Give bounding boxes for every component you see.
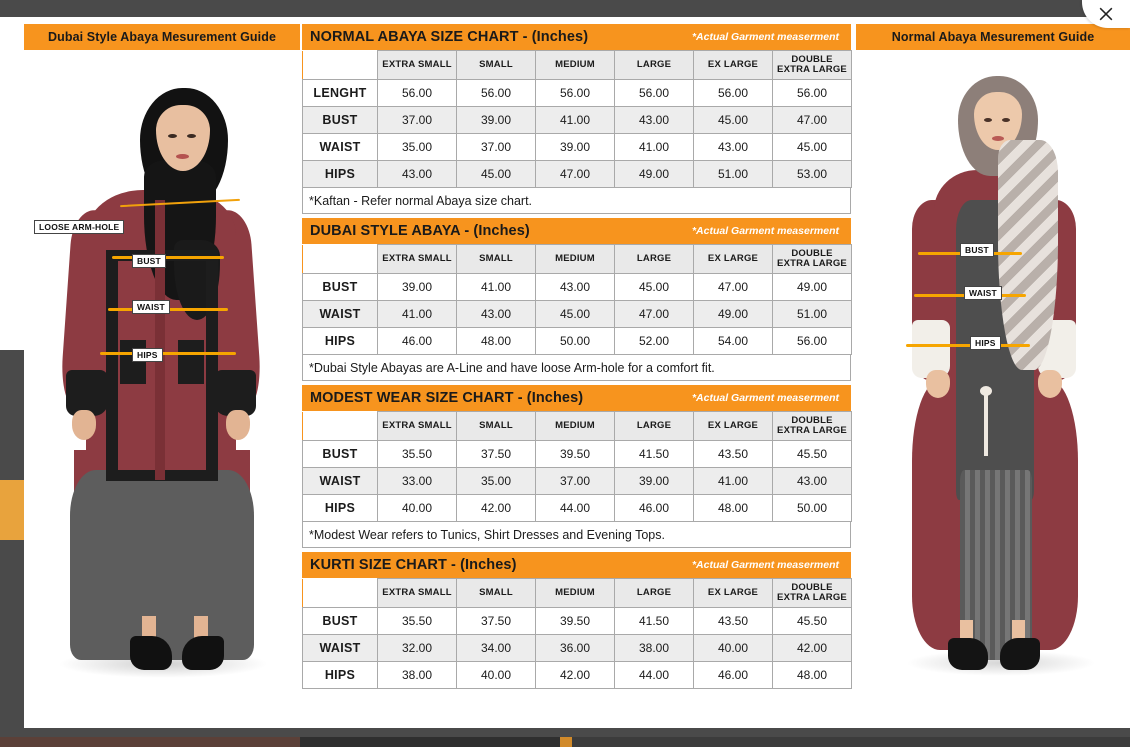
cell: 37.00: [378, 107, 457, 134]
table-header-row: [303, 51, 852, 80]
page-bottom-strip: [0, 737, 1130, 747]
row-label: WAIST: [303, 301, 378, 328]
cell: 44.00: [615, 662, 694, 689]
cell: 37.00: [457, 134, 536, 161]
callout-bust-left: BUST: [132, 254, 166, 268]
cell: 46.00: [694, 662, 773, 689]
cell: 51.00: [694, 161, 773, 188]
right-figure-tassel: [984, 390, 988, 456]
cell: 41.00: [378, 301, 457, 328]
cell: 47.00: [694, 274, 773, 301]
column-header-medium: MEDIUM: [536, 412, 615, 441]
cell: 39.00: [615, 468, 694, 495]
cell: 46.00: [615, 495, 694, 522]
size-chart-normal-abaya: [302, 24, 851, 214]
cell: 35.50: [378, 608, 457, 635]
right-figure-eye-left: [984, 118, 992, 122]
left-figure-pocket-right: [178, 340, 204, 384]
cell: 49.00: [773, 274, 852, 301]
cell: 40.00: [378, 495, 457, 522]
chart-footnote: *Kaftan - Refer normal Abaya size chart.: [302, 188, 851, 214]
table-row: [303, 80, 852, 107]
cell: 53.00: [773, 161, 852, 188]
right-figure-hand-right: [1038, 370, 1062, 398]
right-figure-eye-right: [1002, 118, 1010, 122]
right-figure-illustration: [856, 50, 1130, 710]
size-chart-dubai-style-abaya: [302, 218, 851, 381]
size-charts-container: [302, 24, 851, 693]
cell: 34.00: [457, 635, 536, 662]
size-chart-kurti: [302, 552, 851, 689]
column-header-small: SMALL: [457, 579, 536, 608]
cell: 41.50: [615, 441, 694, 468]
cell: 33.00: [378, 468, 457, 495]
callout-waist-right: WAIST: [964, 286, 1002, 300]
column-header-double-extra-large: DOUBLE EXTRA LARGE: [773, 245, 852, 274]
cell: 45.00: [536, 301, 615, 328]
column-header-ex-large: EX LARGE: [694, 579, 773, 608]
column-header-ex-large: EX LARGE: [694, 412, 773, 441]
table-header-row: [303, 245, 852, 274]
cell: 39.00: [378, 274, 457, 301]
left-figure-lips: [176, 154, 189, 159]
left-figure-hand-left: [72, 410, 96, 440]
cell: 37.50: [457, 441, 536, 468]
column-header-large: LARGE: [615, 51, 694, 80]
left-figure-placket: [155, 200, 165, 480]
left-figure-illustration: [24, 50, 300, 710]
right-figure-cuff-left: [912, 320, 950, 378]
left-figure-skirt: [70, 470, 254, 660]
column-header-medium: MEDIUM: [536, 245, 615, 274]
callout-hips-right: HIPS: [970, 336, 1001, 350]
cell: 48.00: [457, 328, 536, 355]
left-measurement-guide-panel: [24, 24, 300, 728]
cell: 37.00: [536, 468, 615, 495]
chart-footnote: *Dubai Style Abayas are A-Line and have loose Arm-hole for a comfort fit.: [302, 355, 851, 381]
cell: 41.00: [615, 134, 694, 161]
table-row: [303, 468, 852, 495]
chart-note: *Actual Garment measerment: [691, 31, 839, 43]
cell: 37.50: [457, 608, 536, 635]
cell: 39.50: [536, 441, 615, 468]
cell: 42.00: [536, 662, 615, 689]
table-row: [303, 662, 852, 689]
chart-title: NORMAL ABAYA SIZE CHART - (Inches): [310, 29, 589, 45]
left-panel-header: [24, 24, 300, 50]
cell: 43.00: [457, 301, 536, 328]
chart-note: *Actual Garment measerment: [691, 225, 839, 237]
cell: 40.00: [694, 635, 773, 662]
cell: 44.00: [536, 495, 615, 522]
cell: 41.00: [694, 468, 773, 495]
cell: 45.50: [773, 441, 852, 468]
column-header-large: LARGE: [615, 412, 694, 441]
cell: 38.00: [615, 635, 694, 662]
cell: 56.00: [536, 80, 615, 107]
column-header-double-extra-large: DOUBLE EXTRA LARGE: [773, 412, 852, 441]
column-header-small: SMALL: [457, 245, 536, 274]
table-row: [303, 301, 852, 328]
cell: 48.00: [694, 495, 773, 522]
cell: 43.00: [536, 274, 615, 301]
chart-footnote: *Modest Wear refers to Tunics, Shirt Dresses and Evening Tops.: [302, 522, 851, 548]
cell: 39.00: [536, 134, 615, 161]
cell: 49.00: [615, 161, 694, 188]
column-header-small: SMALL: [457, 412, 536, 441]
cell: 41.00: [536, 107, 615, 134]
callout-loose-arm-hole: LOOSE ARM-HOLE: [34, 220, 124, 234]
cell: 45.00: [615, 274, 694, 301]
cell: 35.00: [378, 134, 457, 161]
left-figure-shoe-left: [130, 636, 172, 670]
left-figure-eye-left: [168, 134, 177, 138]
right-hips-line: [906, 344, 1030, 347]
column-header-double-extra-large: DOUBLE EXTRA LARGE: [773, 579, 852, 608]
table-row: [303, 441, 852, 468]
cell: 43.00: [694, 134, 773, 161]
cell: 45.00: [457, 161, 536, 188]
table-row: [303, 608, 852, 635]
row-label: HIPS: [303, 495, 378, 522]
column-header-extra-small: EXTRA SMALL: [378, 245, 457, 274]
cell: 49.00: [694, 301, 773, 328]
cell: 43.50: [694, 608, 773, 635]
table-header-row: [303, 579, 852, 608]
chart-header: [302, 552, 851, 578]
cell: 42.00: [457, 495, 536, 522]
callout-waist-left: WAIST: [132, 300, 170, 314]
right-measurement-guide-panel: [856, 24, 1130, 728]
cell: 51.00: [773, 301, 852, 328]
cell: 43.50: [694, 441, 773, 468]
column-header-extra-small: EXTRA SMALL: [378, 412, 457, 441]
cell: 50.00: [536, 328, 615, 355]
left-figure-pocket-left: [120, 340, 146, 384]
bottom-strip-segment-2: [300, 737, 560, 747]
cell: 40.00: [457, 662, 536, 689]
cell: 39.00: [457, 107, 536, 134]
chart-header: [302, 24, 851, 50]
size-table: [302, 244, 852, 355]
column-header-large: LARGE: [615, 579, 694, 608]
left-figure-shoe-right: [182, 636, 224, 670]
cell: 35.50: [378, 441, 457, 468]
column-header-blank: [303, 245, 378, 274]
callout-bust-right: BUST: [960, 243, 994, 257]
column-header-ex-large: EX LARGE: [694, 51, 773, 80]
column-header-medium: MEDIUM: [536, 579, 615, 608]
page-left-band-lower: [0, 540, 24, 728]
chart-title: KURTI SIZE CHART - (Inches): [310, 557, 517, 573]
chart-header: [302, 218, 851, 244]
column-header-extra-small: EXTRA SMALL: [378, 51, 457, 80]
cell: 48.00: [773, 662, 852, 689]
callout-hips-left: HIPS: [132, 348, 163, 362]
cell: 47.00: [773, 107, 852, 134]
page-left-band-upper: [0, 350, 24, 480]
cell: 46.00: [378, 328, 457, 355]
cell: 41.50: [615, 608, 694, 635]
cell: 35.00: [457, 468, 536, 495]
row-label: LENGHT: [303, 80, 378, 107]
cell: 56.00: [773, 328, 852, 355]
left-panel-title: Dubai Style Abaya Mesurement Guide: [48, 30, 276, 44]
column-header-medium: MEDIUM: [536, 51, 615, 80]
row-label: WAIST: [303, 134, 378, 161]
right-figure-checked-scarf: [998, 140, 1058, 370]
row-label: BUST: [303, 107, 378, 134]
cell: 52.00: [615, 328, 694, 355]
chart-note: *Actual Garment measerment: [691, 392, 839, 404]
row-label: HIPS: [303, 328, 378, 355]
cell: 47.00: [615, 301, 694, 328]
table-header-row: [303, 412, 852, 441]
cell: 56.00: [694, 80, 773, 107]
row-label: WAIST: [303, 468, 378, 495]
left-figure-trim-right: [206, 250, 218, 480]
bottom-strip-segment-4: [572, 737, 1130, 747]
cell: 36.00: [536, 635, 615, 662]
cell: 43.00: [773, 468, 852, 495]
page-top-band: [0, 0, 1130, 17]
table-row: [303, 134, 852, 161]
table-row: [303, 107, 852, 134]
size-table: [302, 578, 852, 689]
chart-header: [302, 385, 851, 411]
left-figure-eye-right: [187, 134, 196, 138]
row-label: BUST: [303, 608, 378, 635]
column-header-double-extra-large: DOUBLE EXTRA LARGE: [773, 51, 852, 80]
right-figure-shoe-left: [948, 638, 988, 670]
cell: 45.00: [694, 107, 773, 134]
column-header-ex-large: EX LARGE: [694, 245, 773, 274]
column-header-blank: [303, 51, 378, 80]
cell: 47.00: [536, 161, 615, 188]
column-header-extra-small: EXTRA SMALL: [378, 579, 457, 608]
cell: 56.00: [378, 80, 457, 107]
cell: 39.50: [536, 608, 615, 635]
chart-title: MODEST WEAR SIZE CHART - (Inches): [310, 390, 584, 406]
cell: 56.00: [773, 80, 852, 107]
column-header-blank: [303, 412, 378, 441]
cell: 56.00: [457, 80, 536, 107]
cell: 38.00: [378, 662, 457, 689]
right-figure-hand-left: [926, 370, 950, 398]
left-bust-line: [112, 256, 224, 259]
right-panel-title: Normal Abaya Mesurement Guide: [891, 30, 1095, 44]
close-icon: [1096, 4, 1116, 24]
chart-title: DUBAI STYLE ABAYA - (Inches): [310, 223, 530, 239]
size-table: [302, 411, 852, 522]
table-row: [303, 495, 852, 522]
table-row: [303, 274, 852, 301]
left-figure-trim-left: [106, 250, 118, 480]
page-left-band-accent: [0, 480, 24, 540]
cell: 54.00: [694, 328, 773, 355]
column-header-small: SMALL: [457, 51, 536, 80]
cell: 43.00: [615, 107, 694, 134]
table-row: [303, 635, 852, 662]
right-figure-shoe-right: [1000, 638, 1040, 670]
bottom-strip-segment-1: [0, 737, 300, 747]
cell: 50.00: [773, 495, 852, 522]
row-label: BUST: [303, 441, 378, 468]
cell: 32.00: [378, 635, 457, 662]
table-row: [303, 161, 852, 188]
right-figure-lips: [992, 136, 1004, 141]
size-table: [302, 50, 852, 188]
size-chart-modest-wear: [302, 385, 851, 548]
column-header-large: LARGE: [615, 245, 694, 274]
cell: 45.50: [773, 608, 852, 635]
table-row: [303, 328, 852, 355]
left-figure-hand-right: [226, 410, 250, 440]
left-hips-line: [100, 352, 236, 355]
right-panel-header: [856, 24, 1130, 50]
row-label: HIPS: [303, 161, 378, 188]
cell: 43.00: [378, 161, 457, 188]
row-label: HIPS: [303, 662, 378, 689]
cell: 41.00: [457, 274, 536, 301]
cell: 56.00: [615, 80, 694, 107]
row-label: WAIST: [303, 635, 378, 662]
cell: 42.00: [773, 635, 852, 662]
column-header-blank: [303, 579, 378, 608]
bottom-strip-segment-3: [560, 737, 572, 747]
cell: 45.00: [773, 134, 852, 161]
row-label: BUST: [303, 274, 378, 301]
chart-note: *Actual Garment measerment: [691, 559, 839, 571]
